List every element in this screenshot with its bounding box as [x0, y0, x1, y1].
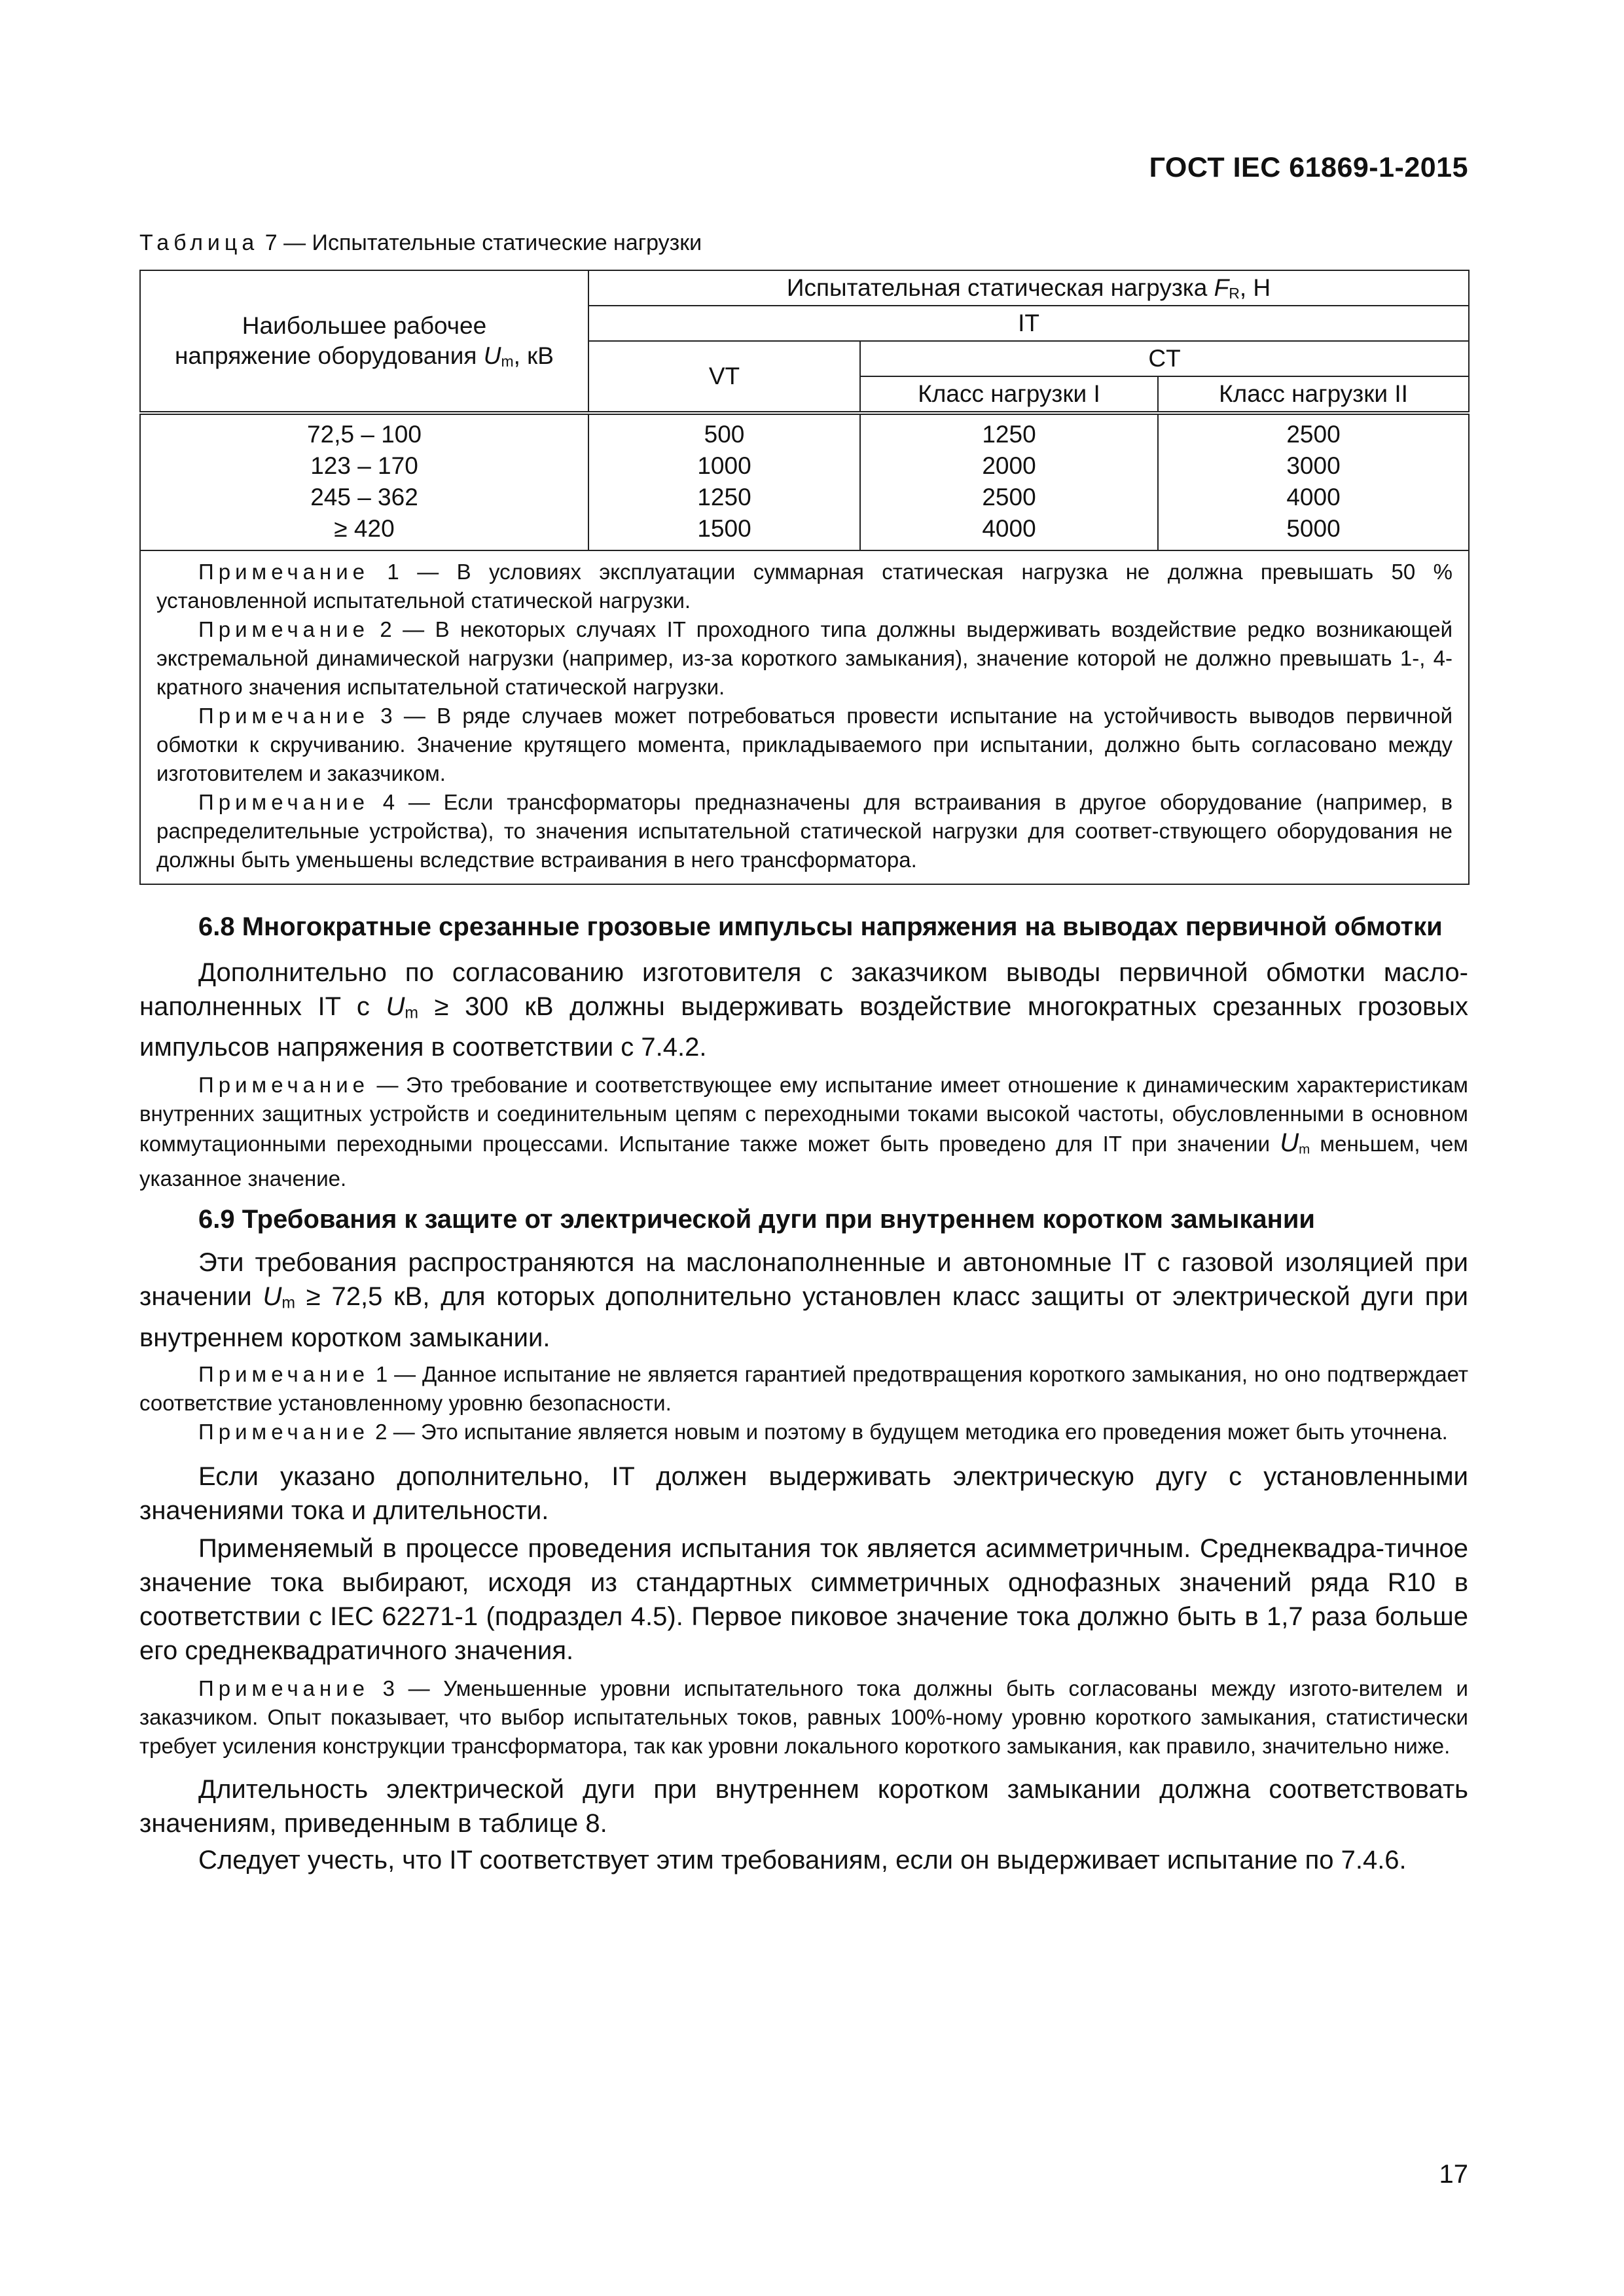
note-text: 2 — Это испытание является новым и поэтому в будущем методика его проведения может быть уточнена. [369, 1419, 1448, 1444]
section-6-8-paragraph [139, 956, 1468, 1064]
note-label: Примечание [198, 1676, 370, 1700]
cell-class-1: 1250 [982, 421, 1036, 448]
body-text [139, 910, 1468, 1877]
header-ct: CT [860, 341, 1469, 376]
note-text: 3 — Уменьшенные уровни испытательного тока должны быть согласованы между изгото-вителем и заказчиком. Опыт показывает, что выбор испытательных токов, равных 100%-ному уровню короткого замыкания, статистически требует усиления конструкции трансформатора, так как уровни локального короткого замыкания, как правило, значительно ниже. [139, 1676, 1468, 1758]
column-voltage [140, 413, 588, 550]
header-class-1: Класс нагрузки I [860, 376, 1158, 413]
cell-class-2: 4000 [1286, 484, 1341, 511]
note-label: Примечание [198, 560, 370, 584]
text-run: ≥ 300 кВ должны выдерживать воздействие многократных срезанных грозовых импульсов напряжения в соответствии с 7.4.2. [139, 992, 1468, 1062]
header-load-symbol: F [1214, 274, 1229, 301]
section-6-8-note [139, 1071, 1468, 1193]
table-notes [140, 550, 1469, 884]
subscript-m: m [281, 1294, 295, 1312]
column-vt [588, 413, 860, 550]
cell-vt: 1500 [697, 515, 751, 542]
note-label: Примечание [198, 617, 370, 641]
section-6-9-note-2 [139, 1418, 1468, 1446]
cell-um: 123 – 170 [310, 452, 418, 479]
table-note-3 [156, 702, 1453, 788]
document-id: ГОСТ IEC 61869-1-2015 [1149, 152, 1468, 183]
symbol-u: U [386, 992, 405, 1021]
section-6-8-heading: 6.8 Многократные срезанные грозовые импульсы напряжения на выводах первичной обмотки [198, 912, 1443, 941]
section-6-9-paragraph-4: Длительность электрической дуги при внутреннем коротком замыкании должна соответствовать значениям, приведенным в таблице 8. [139, 1774, 1468, 1838]
column-class-1 [860, 413, 1158, 550]
section-6-9-paragraph-1 [139, 1246, 1468, 1354]
note-label: Примечание [198, 790, 370, 814]
section-6-9-heading: 6.9 Требования к защите от электрической дуги при внутреннем коротком замыкании [198, 1205, 1315, 1234]
symbol-u: U [1280, 1128, 1299, 1158]
header-load-unit: , Н [1239, 274, 1271, 301]
note-label: Примечание [198, 1073, 370, 1098]
table-note-4 [156, 788, 1453, 874]
header-class-2: Класс нагрузки II [1158, 376, 1469, 413]
cell-class-1: 4000 [982, 515, 1036, 542]
cell-class-2: 2500 [1286, 421, 1341, 448]
cell-vt: 500 [704, 421, 745, 448]
header-load-subscript: R [1229, 285, 1240, 302]
note-label: Примечание [198, 1419, 370, 1444]
column-class-2 [1158, 413, 1469, 550]
text-run: ≥ 72,5 кВ, для которых дополнительно установлен класс защиты от электрической дуги при внутреннем коротком замыкании. [139, 1282, 1468, 1352]
cell-um: 72,5 – 100 [307, 421, 422, 448]
table-caption-label: Таблица [139, 230, 259, 255]
cell-vt: 1250 [697, 484, 751, 511]
static-load-table [139, 270, 1470, 885]
note-label: Примечание [198, 1361, 370, 1386]
table-caption-text: 7 — Испытательные статические нагрузки [259, 230, 702, 255]
text-run: Эти требования распространяются на маслонаполненные и автономные IT с газовой изоляцией при значении [139, 1248, 1468, 1312]
cell-class-2: 5000 [1286, 515, 1341, 542]
note-text: 1 — В условиях эксплуатации суммарная статическая нагрузка не должна превышать 50 % установленной испытательной статической нагрузки. [156, 560, 1453, 613]
symbol-u: U [262, 1282, 282, 1312]
section-6-9-note-3 [139, 1674, 1468, 1761]
header-load-text: Испытательная статическая нагрузка [786, 274, 1214, 301]
header-it: IT [588, 306, 1469, 341]
table-note-2 [156, 615, 1453, 702]
note-text: 3 — В ряде случаев может потребоваться провести испытание на устойчивость выводов первичной обмотки к скручиванию. Значение крутящего момента, прикладываемого при испытании, должно быть согласовано между изготовителем и заказчиком. [156, 704, 1453, 785]
subscript-m: m [1299, 1142, 1310, 1158]
note-text: меньшем, чем указанное значение. [139, 1132, 1468, 1191]
text-run: Дополнительно по согласованию изготовителя с заказчиком выводы первичной обмотки масло-наполненных IT с [139, 958, 1468, 1021]
header-voltage [140, 270, 588, 413]
table-caption [139, 230, 702, 256]
section-6-9-paragraph-5: Следует учесть, что IT соответствует этим требованиям, если он выдерживает испытание по 7.4.6. [198, 1845, 1407, 1874]
header-voltage-subscript: m [501, 352, 514, 370]
cell-um: 245 – 362 [310, 484, 418, 511]
header-voltage-line2: напряжение оборудования [175, 342, 484, 369]
cell-um: ≥ 420 [334, 515, 395, 542]
header-voltage-line1: Наибольшее рабочее [242, 312, 487, 340]
cell-vt: 1000 [697, 452, 751, 479]
header-load [588, 270, 1469, 306]
cell-class-1: 2000 [982, 452, 1036, 479]
header-voltage-unit: , кВ [513, 342, 554, 369]
subscript-m: m [405, 1004, 419, 1022]
note-label: Примечание [198, 704, 370, 728]
section-6-9-paragraph-3: Применяемый в процессе проведения испытания ток является асимметричным. Среднеквадра-тичное значение тока выбирают, исходя из стандартных симметричных однофазных значений ряда R10 в соответствии с IEC 62271-1 (подраздел 4.5). Первое пиковое значение тока должно быть в 1,7 раза больше его среднеквадратичного значения. [139, 1534, 1468, 1665]
cell-class-1: 2500 [982, 484, 1036, 511]
note-text: 2 — В некоторых случаях IT проходного типа должны выдерживать воздействие редко возникающей экстремальной динамической нагрузки (например, из-за короткого замыкания), значение которой не должно превышать 1-, 4-кратного значения испытательной статической нагрузки. [156, 617, 1453, 699]
header-vt: VT [588, 341, 860, 413]
cell-class-2: 3000 [1286, 452, 1341, 479]
note-text: — Это требование и соответствующее ему испытание имеет отношение к динамическим характеристикам внутренних защитных устройств и соединительным цепям с переходными токами высокой частоты, обусловленными в основном коммутационными переходными процессами. Испытание также может быть проведено для IT при значении [139, 1073, 1468, 1157]
document-page [139, 0, 1468, 2296]
section-6-9-paragraph-2: Если указано дополнительно, IT должен выдерживать электрическую дугу с установленными значениями тока и длительности. [139, 1462, 1468, 1525]
note-text: 1 — Данное испытание не является гарантией предотвращения короткого замыкания, но оно подтверждает соответствие установленному уровню безопасности. [139, 1361, 1468, 1415]
section-6-9-note-1 [139, 1360, 1468, 1418]
note-text: 4 — Если трансформаторы предназначены для встраивания в другое оборудование (например, в распределительные устройства), то значения испытательной статической нагрузки для соответ-ствующего оборудования не должны быть уменьшены вследствие встраивания в него трансформатора. [156, 790, 1453, 872]
page-number: 17 [1439, 2160, 1468, 2189]
header-voltage-symbol: U [483, 342, 501, 369]
table-note-1 [156, 558, 1453, 615]
